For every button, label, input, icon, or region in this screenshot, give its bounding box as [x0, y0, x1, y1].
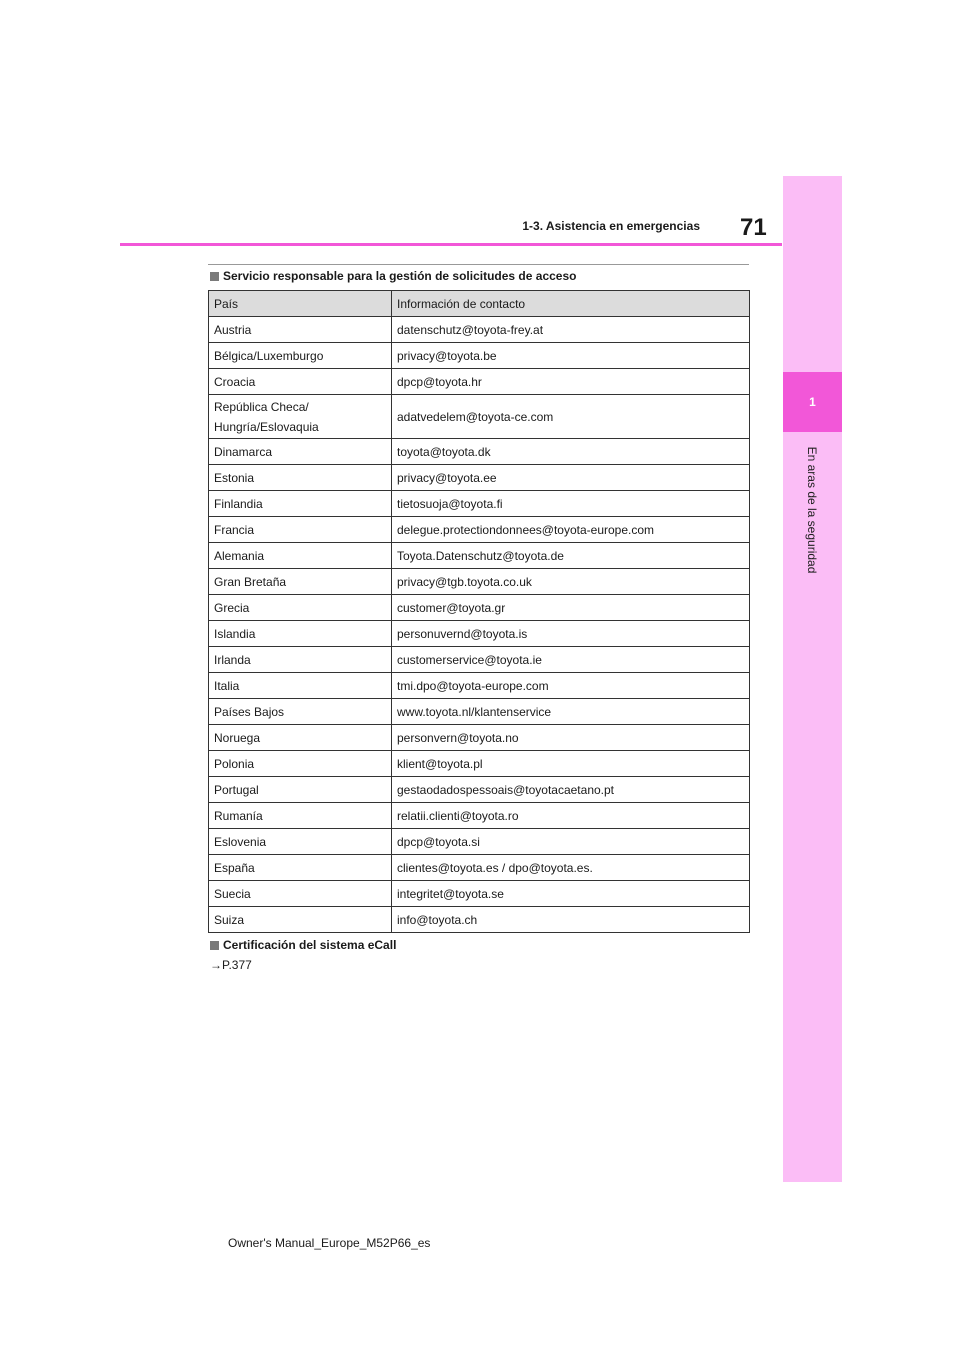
- table-row: [209, 621, 750, 647]
- contact-cell: tietosuoja@toyota.fi: [392, 491, 750, 517]
- country-cell: Islandia: [209, 621, 392, 647]
- contact-cell: personvern@toyota.no: [392, 725, 750, 751]
- table-row: [209, 907, 750, 933]
- header-rule: [120, 243, 782, 246]
- contact-cell: klient@toyota.pl: [392, 751, 750, 777]
- table-row: [209, 751, 750, 777]
- table-row: [209, 855, 750, 881]
- column-header-country: País: [209, 291, 392, 317]
- table-row: [209, 465, 750, 491]
- country-cell: Noruega: [209, 725, 392, 751]
- table-row: [209, 517, 750, 543]
- country-cell: Finlandia: [209, 491, 392, 517]
- contact-cell: adatvedelem@toyota-ce.com: [392, 395, 750, 439]
- table-row: [209, 369, 750, 395]
- heading-text: Servicio responsable para la gestión de solicitudes de acceso: [223, 269, 577, 283]
- heading-text: Certificación del sistema eCall: [223, 938, 397, 952]
- table-row: [209, 595, 750, 621]
- country-cell: Irlanda: [209, 647, 392, 673]
- country-cell: Bélgica/Luxemburgo: [209, 343, 392, 369]
- country-cell: Estonia: [209, 465, 392, 491]
- table-row: [209, 491, 750, 517]
- contact-cell: integritet@toyota.se: [392, 881, 750, 907]
- section-heading-access-requests: [210, 269, 576, 283]
- contacts-table: [208, 290, 750, 933]
- table-row: [209, 673, 750, 699]
- contact-cell: privacy@toyota.ee: [392, 465, 750, 491]
- country-cell: Italia: [209, 673, 392, 699]
- country-cell: Dinamarca: [209, 439, 392, 465]
- content-rule: [208, 264, 749, 265]
- table-row: [209, 881, 750, 907]
- contact-cell: relatii.clienti@toyota.ro: [392, 803, 750, 829]
- contact-cell: dpcp@toyota.si: [392, 829, 750, 855]
- country-cell: Polonia: [209, 751, 392, 777]
- country-cell: Países Bajos: [209, 699, 392, 725]
- country-cell: Portugal: [209, 777, 392, 803]
- section-heading-ecall: [210, 938, 396, 952]
- table-row: [209, 647, 750, 673]
- column-header-contact: Información de contacto: [392, 291, 750, 317]
- section-title: 1-3. Asistencia en emergencias: [522, 219, 700, 233]
- country-cell: Grecia: [209, 595, 392, 621]
- country-cell: Francia: [209, 517, 392, 543]
- table-row: [209, 395, 750, 439]
- table-row: [209, 543, 750, 569]
- square-bullet-icon: [210, 272, 219, 281]
- table-row: [209, 439, 750, 465]
- table-row: [209, 569, 750, 595]
- table-row: [209, 803, 750, 829]
- country-cell: Eslovenia: [209, 829, 392, 855]
- contact-cell: privacy@toyota.be: [392, 343, 750, 369]
- table-row: [209, 317, 750, 343]
- country-cell: Austria: [209, 317, 392, 343]
- square-bullet-icon: [210, 941, 219, 950]
- table-row: [209, 343, 750, 369]
- footer-text: Owner's Manual_Europe_M52P66_es: [228, 1236, 431, 1250]
- country-cell: Rumanía: [209, 803, 392, 829]
- contact-cell: personuvernd@toyota.is: [392, 621, 750, 647]
- country-cell: Croacia: [209, 369, 392, 395]
- side-tab: [783, 176, 842, 1182]
- contact-cell: delegue.protectiondonnees@toyota-europe.com: [392, 517, 750, 543]
- contact-cell: clientes@toyota.es / dpo@toyota.es.: [392, 855, 750, 881]
- country-cell: Suiza: [209, 907, 392, 933]
- contact-cell: Toyota.Datenschutz@toyota.de: [392, 543, 750, 569]
- country-cell: Gran Bretaña: [209, 569, 392, 595]
- table-row: [209, 777, 750, 803]
- contact-cell: privacy@tgb.toyota.co.uk: [392, 569, 750, 595]
- table-row: [209, 829, 750, 855]
- country-cell: Suecia: [209, 881, 392, 907]
- contact-cell: toyota@toyota.dk: [392, 439, 750, 465]
- contact-cell: tmi.dpo@toyota-europe.com: [392, 673, 750, 699]
- table-row: [209, 699, 750, 725]
- page-number: 71: [740, 214, 767, 241]
- contact-cell: customer@toyota.gr: [392, 595, 750, 621]
- chapter-label: En aras de la seguridad: [805, 446, 819, 574]
- contact-cell: datenschutz@toyota-frey.at: [392, 317, 750, 343]
- contact-cell: www.toyota.nl/klantenservice: [392, 699, 750, 725]
- contact-cell: customerservice@toyota.ie: [392, 647, 750, 673]
- table-header-row: [209, 291, 750, 317]
- table-row: [209, 725, 750, 751]
- contact-cell: dpcp@toyota.hr: [392, 369, 750, 395]
- contact-cell: info@toyota.ch: [392, 907, 750, 933]
- chapter-number: 1: [783, 372, 842, 432]
- country-cell: España: [209, 855, 392, 881]
- page-reference-link[interactable]: →P.377: [210, 958, 252, 972]
- contact-cell: gestaodadospessoais@toyotacaetano.pt: [392, 777, 750, 803]
- country-cell: República Checa/ Hungría/Eslovaquia: [209, 395, 392, 439]
- country-cell: Alemania: [209, 543, 392, 569]
